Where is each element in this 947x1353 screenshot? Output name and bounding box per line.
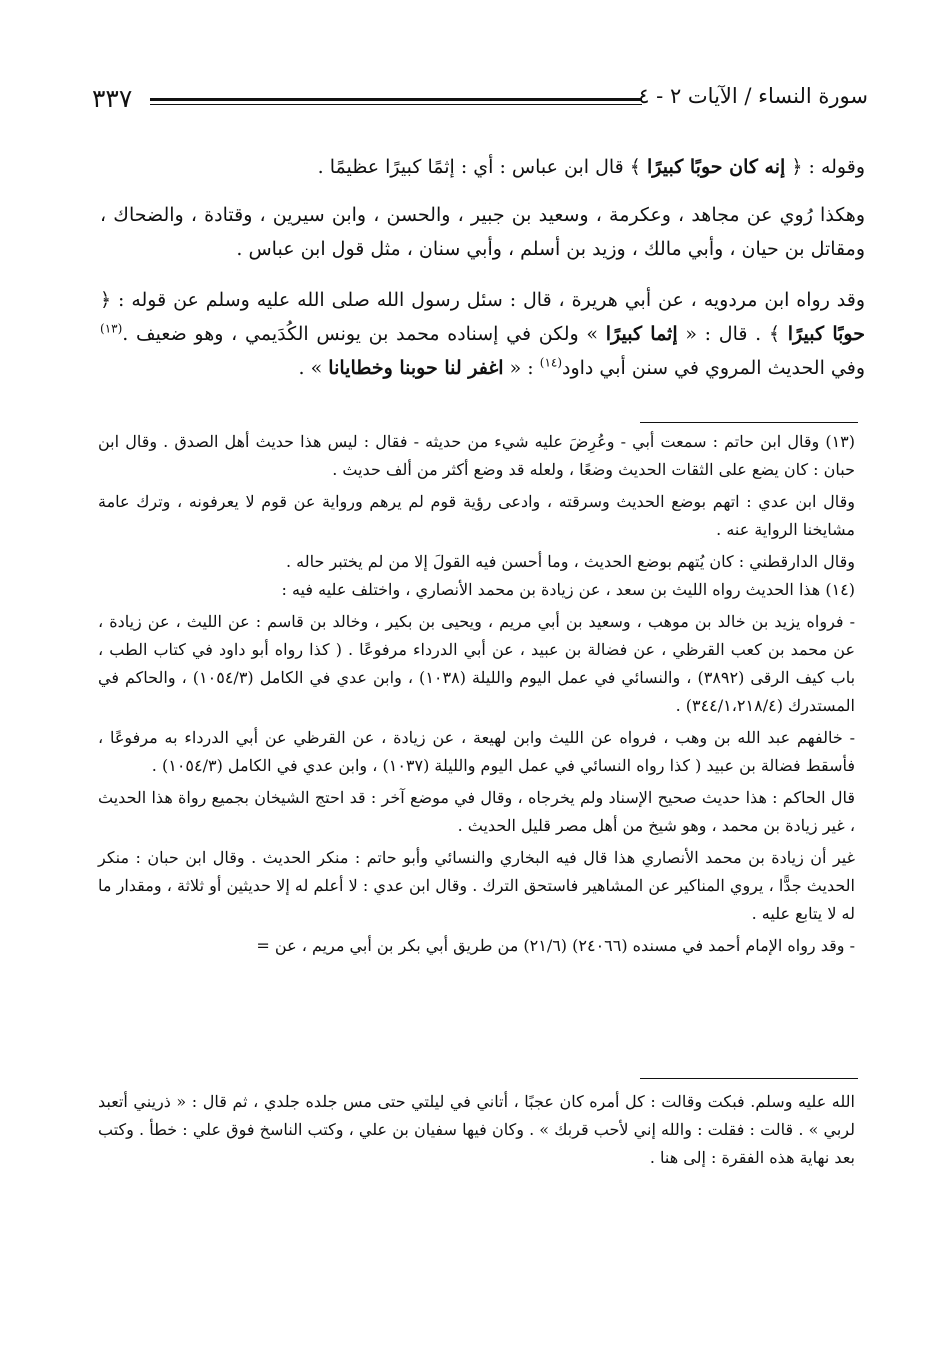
footnote-13: (١٣) وقال ابن حاتم : سمعت أبي - وعُرِضَ عليه شيء من حديثه - فقال : ليس هذا حديث أهل الصدق . وقال ابن حبان : كان يضع على الثقات الحديث وضعًا ، ولعله قد وضع أكثر من ألف حديث . bbox=[98, 432, 855, 479]
page-header bbox=[92, 84, 868, 120]
p3-text-i: » . bbox=[298, 357, 329, 379]
footnote-14-ahmad: - وقد رواه الإمام أحمد في مسنده (٢٤٠٦٦) (٢١/٦) من طريق أبي بكر بن أبي مريم ، عن = bbox=[256, 936, 855, 955]
lower-note-separator bbox=[640, 1078, 858, 1079]
footnote-ref-13[interactable]: (١٣) bbox=[100, 321, 123, 336]
paragraph-3 bbox=[100, 283, 865, 385]
footnote-14-hakim: قال الحاكم : هذا حديث صحيح الإسناد ولم يخرجاه ، وقال في موضع آخر : قد احتج الشيخان بجميع رواة هذا الحديث ، غير زيادة بن محمد ، وهو شيخ من أهل مصر قليل الحديث . bbox=[98, 788, 856, 835]
p3-text-f: وفي الحديث المروي في سنن أبي داود bbox=[562, 357, 865, 379]
p1-text-c: ﴾ قال ابن عباس : أي : إثمًا كبيرًا عظيمًا . bbox=[317, 156, 647, 178]
footnote-14: (١٤) هذا الحديث رواه الليث بن سعد ، عن زيادة بن محمد الأنصاري ، واختلف عليه فيه : bbox=[281, 580, 855, 599]
footnote-14-narration-1: - فرواه يزيد بن خالد بن موهب ، وسعيد بن أبي مريم ، ويحيى بن بكير ، وخالد بن قاسم : عن الليث ، عن زيادة ، عن محمد بن كعب القرظي ، عن فضالة بن عبيد ، عن أبي الدرداء مرفوعًا . ( كذا رواه أبو داود في كتاب الطب ، باب كيف الرقى (٣٨٩٢) ، والنسائي في عمل اليوم والليلة (١٠٣٨) ، وابن عدي في الكامل (١٠٥٤/٣) ، والحاكم في المستدرك (٣٤٤/١،٢١٨/٤) . bbox=[98, 612, 856, 715]
p3-text-e: » ولكن في إسناده محمد بن يونس الكُدَيمي ، وهو ضعيف . bbox=[122, 323, 606, 345]
p3-quote-1: حوبًا كبيرًا bbox=[787, 323, 865, 345]
main-text bbox=[100, 150, 865, 184]
running-title: سورة النساء / الآيات ٢ - ٤ bbox=[638, 84, 868, 108]
footnote-ref-14[interactable]: (١٤) bbox=[539, 355, 563, 370]
lower-note: الله عليه وسلم. فبكت وقالت : كل أمره كان عجبًا ، أتاني في ليلتي حتى مس جلده جلدي ، ثم قال : « ذريني أتعبد لربي » . قالت : فقلت : والله إني لأحب قربك » . وكان فيها سفيان بن علي ، وكتب الناسخ فوق علي : خطأ . وكتب بعد نهاية هذه الفقرة : إلى هنا . bbox=[98, 1092, 855, 1167]
main-text-3 bbox=[100, 283, 865, 385]
header-rule bbox=[150, 98, 642, 101]
footnote-13-daraqutni: وقال الدارقطني : كان يُتهم بوضع الحديث ، وما أحسن فيه القولَ إلا من لم يختبر حاله . bbox=[285, 552, 855, 571]
footnote-13-ibn-adi: وقال ابن عدي : اتهم بوضع الحديث وسرقته ، وادعى رؤية قوم لم يرهم ورواية عن قوم لا يعرفونه ، وترك عامة مشايخنا الرواية عنه . bbox=[98, 492, 855, 539]
footnote-separator bbox=[640, 422, 858, 423]
paragraph-1 bbox=[100, 150, 865, 184]
page-number: ٣٣٧ bbox=[92, 84, 133, 113]
p3-text-a: وقد رواه ابن مردويه ، عن أبي هريرة ، قال : سئل رسول الله صلى الله عليه وسلم عن قوله : ﴿ bbox=[100, 289, 865, 311]
p1-text-a: وقوله : ﴿ bbox=[785, 156, 865, 178]
p3-quote-2: إثما كبيرًا bbox=[605, 323, 678, 345]
footnote-14-narration-2: - خالفهم عبد الله بن وهب ، فرواه عن الليث وابن لهيعة ، عن زيادة ، عن القرظي عن أبي الدرداء به مرفوعًا ، فأسقط فضالة بن عبيد ( كذا رواه النسائي في عمل اليوم والليلة (١٠٣٧) ، وابن عدي في الكامل (١٠٥٤/٣) . bbox=[98, 728, 855, 775]
p3-text-g: : « bbox=[503, 357, 540, 379]
lower-note-block bbox=[98, 1088, 855, 1172]
paragraph-2: وهكذا رُوي عن مجاهد ، وعكرمة ، وسعيد بن جبير ، والحسن ، وابن سيرين ، وقتادة ، والضحاك ، ومقاتل بن حيان ، وأبي مالك ، وزيد بن أسلم ، وأبي سنان ، مثل قول ابن عباس . bbox=[100, 204, 865, 260]
main-text-2 bbox=[100, 198, 865, 266]
footnotes-block bbox=[98, 428, 855, 960]
p3-text-c: ﴾ . قال : « bbox=[677, 323, 788, 345]
footnote-14-criticism: غير أن زيادة بن محمد الأنصاري هذا قال فيه البخاري والنسائي وأبو حاتم : منكر الحديث . وقال ابن حبان : منكر الحديث جدًّا ، يروي المناكير عن المشاهير فاستحق الترك . وقال ابن عدي : لا أعلم له إلا حديثين أو ثلاثة ، ومقدار ما له لا يتابع عليه . bbox=[98, 848, 855, 923]
quran-quote: إنه كان حوبًا كبيرًا bbox=[646, 156, 786, 178]
p3-quote-3: اغفر لنا حوبنا وخطايانا bbox=[328, 357, 504, 379]
